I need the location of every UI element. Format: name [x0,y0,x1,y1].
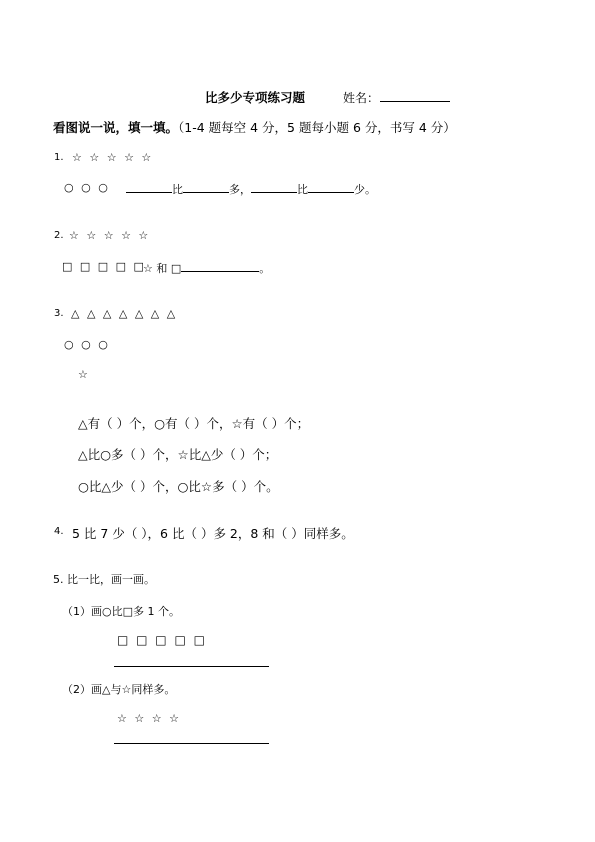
instructions-bold: 看图说一说，填一填。 [53,120,179,135]
q2-sentence [143,260,270,276]
q3-line-2: △比○多（ ）个，☆比△少（ ）个； [78,447,278,462]
page-title: 比多少专项练习题 [205,90,306,105]
name-label: 姓名： [343,91,380,105]
q1-word-bi2: 比 [297,183,308,196]
q1-word-duo: 多， [229,183,251,196]
q5-heading: 5. 比一比，画一画。 [53,573,155,586]
q3-star: ☆ [78,368,90,381]
q5-part2-label: （2）画△与☆同样多。 [62,683,176,696]
q1-stars: ☆ ☆ ☆ ☆ ☆ [72,151,154,164]
instructions-scoring: （1-4 题每空 4 分，5 题每小题 6 分，书写 4 分） [178,120,456,135]
q1-blank-3[interactable] [251,181,297,193]
q4-text: 5 比 7 少（ ），6 比（ ）多 2，8 和（ ）同样多。 [72,526,354,541]
name-field[interactable] [380,101,450,102]
q3-circles: ○ ○ ○ [64,338,110,351]
q1-blank-4[interactable] [308,181,354,193]
q3-line-3: ○比△少（ ）个，○比☆多（ ）个。 [78,479,279,494]
q1-number: 1. [54,152,64,163]
q2-squares: □ □ □ □ □ [62,260,146,273]
q1-blank-1[interactable] [126,181,172,193]
q1-word-shao: 少。 [354,183,376,196]
q5-part1-label: （1）画○比□多 1 个。 [62,605,180,618]
q5-part1-drawing-line[interactable] [114,666,269,667]
q3-line-1: △有（ ）个，○有（ ）个，☆有（ ）个； [78,416,310,431]
q3-number: 3. [54,308,64,319]
q1-circles: ○ ○ ○ [64,181,110,194]
q2-prefix: ☆ 和 □ [143,262,182,275]
q1-word-bi: 比 [172,183,183,196]
q2-blank[interactable] [181,260,259,272]
q3-triangles: △ △ △ △ △ △ △ [71,307,178,320]
q2-number: 2. [54,230,64,241]
q5-part2-drawing-line[interactable] [114,743,269,744]
q5-part2-stars: ☆ ☆ ☆ ☆ [117,712,181,725]
instructions [53,118,456,136]
q2-stars: ☆ ☆ ☆ ☆ ☆ [69,229,151,242]
q1-blank-2[interactable] [183,181,229,193]
q5-part1-squares: □ □ □ □ □ [117,633,207,647]
q4-number: 4. [54,526,64,537]
q2-suffix: 。 [259,262,271,275]
q1-sentence [126,181,376,197]
